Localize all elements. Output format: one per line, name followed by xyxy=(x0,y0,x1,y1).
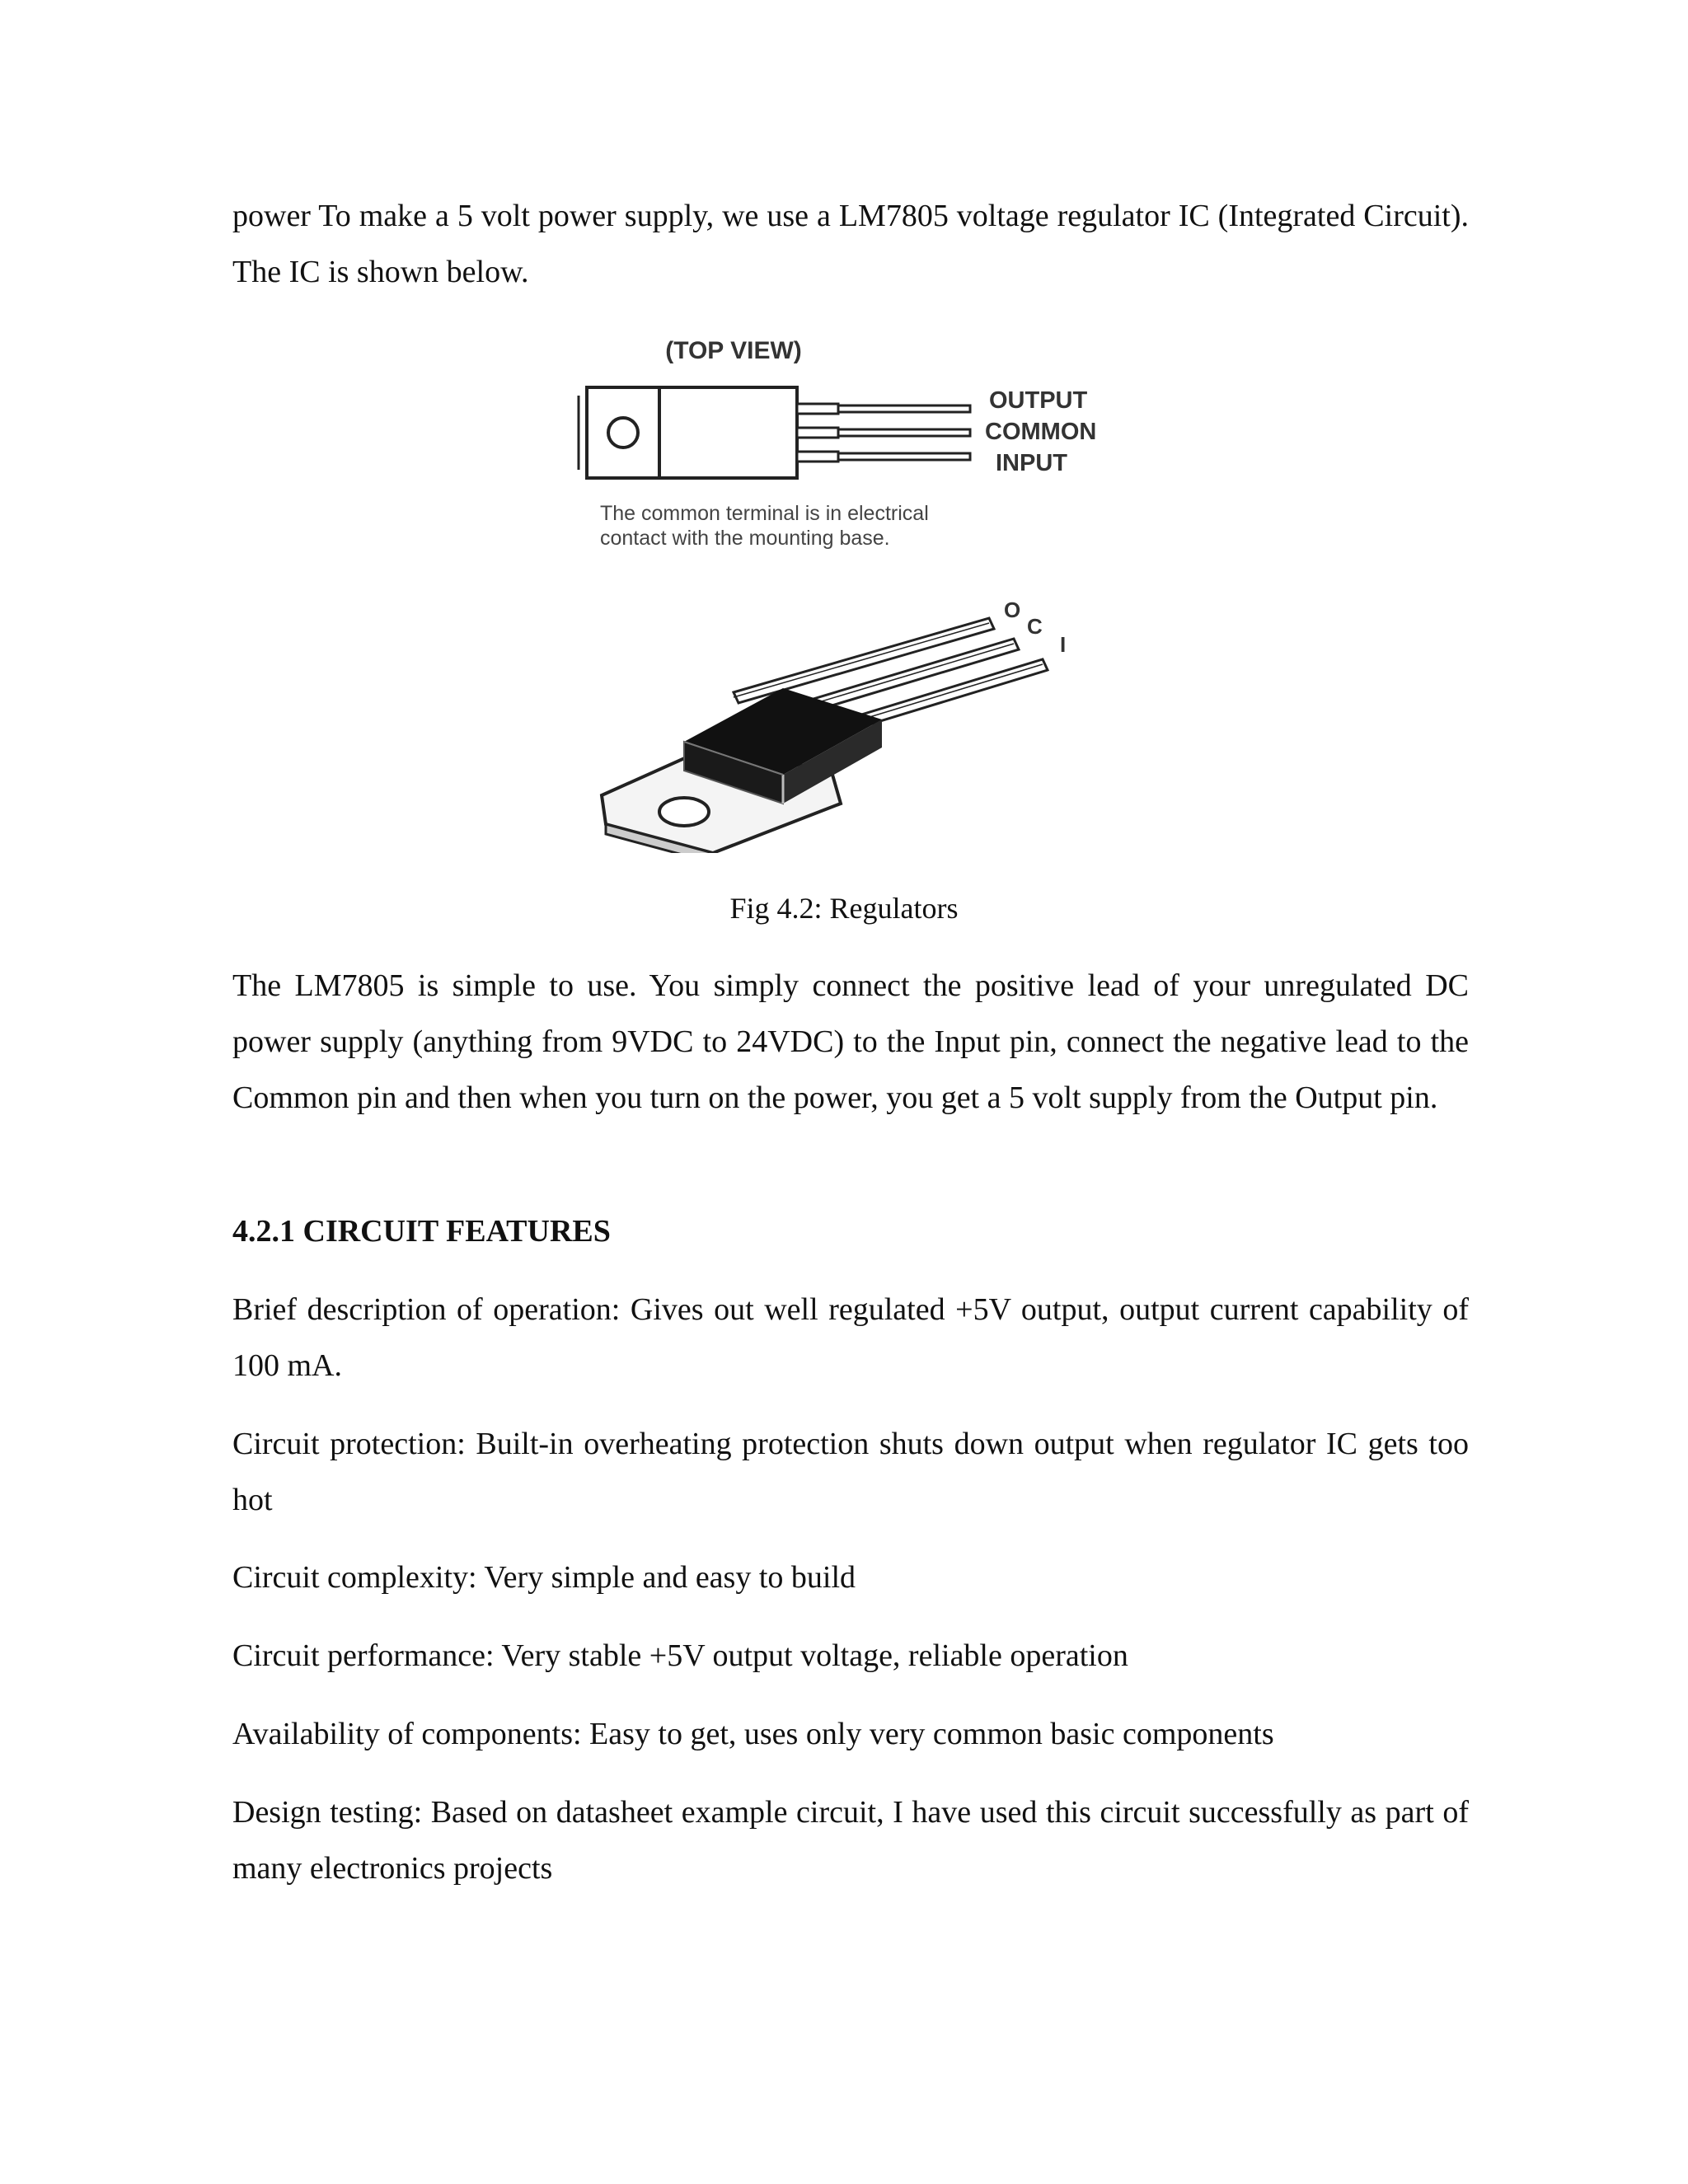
top-view-label: (TOP VIEW) xyxy=(665,337,802,364)
feature-item: Circuit protection: Built-in overheating protection shuts down output when regulator IC gets too hot xyxy=(232,1427,1469,1517)
feature-item: Availability of components: Easy to get, uses only very common basic components xyxy=(232,1717,1274,1751)
usage-paragraph: The LM7805 is simple to use. You simply connect the positive lead of your unregulated DC power supply (anything from 9VDC to 24VDC) to the Input pin, connect the negative lead to the Common pin and then when you turn on the power, you get a 5 volt supply from the Output pin. xyxy=(232,968,1469,1115)
feature-item: Design testing: Based on datasheet example circuit, I have used this circuit successfully as part of many electronics projects xyxy=(232,1795,1469,1886)
section-heading: 4.2.1 CIRCUIT FEATURES xyxy=(232,1214,611,1249)
pin-label-output: OUTPUT xyxy=(989,387,1088,414)
feature-item: Circuit performance: Very stable +5V output voltage, reliable operation xyxy=(232,1638,1128,1673)
pin-label-common: COMMON xyxy=(985,419,1097,445)
feature-item: Brief description of operation: Gives out well regulated +5V output, output current capability of 100 mA. xyxy=(232,1292,1469,1383)
lead-letter-o: O xyxy=(1004,598,1021,622)
lead-letter-i: I xyxy=(1060,632,1067,657)
lm7805-diagram xyxy=(528,326,1154,853)
mounting-hole-icon xyxy=(608,418,638,448)
intro-paragraph: power To make a 5 volt power supply, we use a LM7805 voltage regulator IC (Integrated Circuit). The IC is shown below. xyxy=(232,199,1469,289)
figure-caption: Fig 4.2: Regulators xyxy=(729,892,959,925)
lead-letter-c: C xyxy=(1027,614,1043,639)
regulator-figure xyxy=(528,326,1154,853)
tab-hole-icon xyxy=(659,798,709,826)
note-line-2: contact with the mounting base. xyxy=(600,527,890,550)
pin-label-input: INPUT xyxy=(996,450,1067,476)
note-line-1: The common terminal is in electrical xyxy=(600,502,929,525)
feature-item: Circuit complexity: Very simple and easy to build xyxy=(232,1560,856,1595)
pin-leads xyxy=(797,404,970,462)
